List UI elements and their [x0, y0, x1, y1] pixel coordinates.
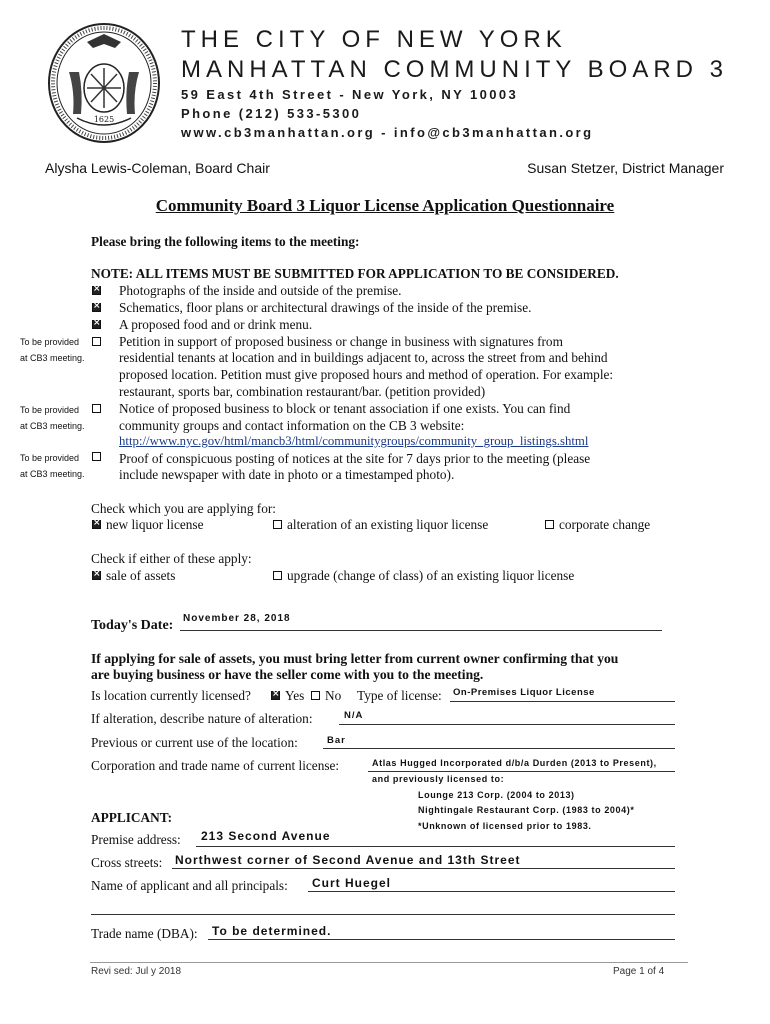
licensed-yes-checkbox[interactable]: [271, 691, 280, 700]
upgrade-label: upgrade (change of class) of an existing liquor license: [287, 568, 575, 583]
licensed-yes-label: Yes: [285, 688, 305, 703]
principals-extra-line[interactable]: [91, 914, 675, 915]
footer-divider: [90, 962, 688, 963]
alteration-nature-field[interactable]: N/A: [344, 710, 364, 721]
form-title: Community Board 3 Liquor License Application Questionnaire: [155, 196, 615, 215]
corporation-line-1[interactable]: Atlas Hugged Incorporated d/b/a Durden (2013 to Present),: [372, 758, 657, 768]
revised-date: Revi sed: Jul y 2018: [91, 966, 182, 977]
license-type-line: [450, 701, 675, 702]
sale-note-1: If applying for sale of assets, you must bring letter from current owner confirming that you: [91, 651, 619, 666]
item-photos: Photographs of the inside and outside of the premise.: [119, 283, 402, 298]
item-schematics-checkbox[interactable]: [92, 303, 101, 312]
side-note-provided: To be provided: [20, 337, 80, 347]
address-line: 59 East 4th Street - New York, NY 10003: [181, 87, 519, 102]
corporation-line: [368, 771, 675, 772]
board-title: MANHATTAN COMMUNITY BOARD 3: [181, 56, 729, 83]
corporation-line-2: and previously licensed to:: [372, 774, 505, 784]
alteration-nature-line: [339, 724, 675, 725]
new-license-label: new liquor license: [106, 517, 204, 532]
licensed-question: Is location currently licensed?: [91, 688, 251, 703]
license-type-label: Type of license:: [357, 688, 442, 703]
date-label: Today's Date:: [91, 618, 174, 633]
district-manager: Susan Stetzer, District Manager: [527, 160, 724, 176]
item-posting-line: include newspaper with date in photo or a timestamped photo).: [119, 467, 455, 482]
board-chair: Alysha Lewis-Coleman, Board Chair: [45, 160, 270, 176]
side-note-meeting: at CB3 meeting.: [20, 421, 85, 431]
new-license-checkbox[interactable]: [92, 520, 101, 529]
side-note-meeting: at CB3 meeting.: [20, 353, 85, 363]
date-line: [180, 630, 662, 631]
item-notice-line: Notice of proposed business to block or tenant association if one exists. You can find: [119, 401, 571, 416]
previous-use-line: [323, 748, 675, 749]
seal-year: 1625: [93, 115, 115, 124]
note: NOTE: ALL ITEMS MUST BE SUBMITTED FOR APPLICATION TO BE CONSIDERED.: [91, 266, 619, 281]
side-note-provided: To be provided: [20, 453, 80, 463]
dba-field[interactable]: To be determined.: [212, 924, 332, 938]
premise-label: Premise address:: [91, 832, 181, 847]
dba-label: Trade name (DBA):: [91, 926, 198, 941]
phone-line: Phone (212) 533-5300: [181, 106, 362, 121]
side-note-provided: To be provided: [20, 405, 80, 415]
item-petition-line: Petition in support of proposed business or change in business with signatures from: [119, 334, 563, 349]
previous-use-label: Previous or current use of the location:: [91, 735, 298, 750]
cross-streets-label: Cross streets:: [91, 855, 163, 870]
item-notice-line: community groups and contact information on the CB 3 website:: [119, 418, 465, 433]
item-petition-line: proposed location. Petition must give proposed hours and method of operation. For example:: [119, 367, 614, 382]
license-type-field[interactable]: On-Premises Liquor License: [453, 687, 595, 698]
licensed-no-label: No: [325, 688, 342, 703]
premise-field[interactable]: 213 Second Avenue: [201, 829, 331, 843]
either-heading: Check if either of these apply:: [91, 551, 252, 566]
item-schematics: Schematics, floor plans or architectural drawings of the inside of the premise.: [119, 300, 532, 315]
item-menu-checkbox[interactable]: [92, 320, 101, 329]
web-line: www.cb3manhattan.org - info@cb3manhattan.org: [181, 125, 594, 140]
city-seal: [47, 22, 161, 144]
item-posting-checkbox[interactable]: [92, 452, 101, 461]
premise-line: [196, 846, 675, 847]
previous-use-field[interactable]: Bar: [327, 735, 346, 746]
side-note-meeting: at CB3 meeting.: [20, 469, 85, 479]
sale-assets-checkbox[interactable]: [92, 571, 101, 580]
item-menu: A proposed food and or drink menu.: [119, 317, 313, 332]
city-title: THE CITY OF NEW YORK: [181, 26, 567, 53]
item-petition-line: restaurant, sports bar, combination restaurant/bar. (petition provided): [119, 384, 486, 399]
sale-note-2: are buying business or have the seller come with you to the meeting.: [91, 667, 484, 682]
licensed-no-checkbox[interactable]: [311, 691, 320, 700]
applicant-name-label: Name of applicant and all principals:: [91, 878, 288, 893]
bring-heading: Please bring the following items to the meeting:: [91, 234, 360, 249]
sale-assets-label: sale of assets: [106, 568, 176, 583]
alteration-checkbox[interactable]: [273, 520, 282, 529]
alteration-label: alteration of an existing liquor license: [287, 517, 489, 532]
corporate-change-checkbox[interactable]: [545, 520, 554, 529]
item-petition-line: residential tenants at location and in buildings adjacent to, across the street from and behind: [119, 350, 608, 365]
corporation-label: Corporation and trade name of current license:: [91, 758, 340, 773]
applicant-name-line: [308, 891, 675, 892]
page-number: Page 1 of 4: [613, 966, 665, 977]
item-petition-checkbox[interactable]: [92, 337, 101, 346]
item-photos-checkbox[interactable]: [92, 286, 101, 295]
alteration-nature-label: If alteration, describe nature of alteration:: [91, 711, 313, 726]
community-groups-link[interactable]: http://www.nyc.gov/html/mancb3/html/communitygroups/community_group_listings.shtml: [119, 434, 589, 448]
item-notice-checkbox[interactable]: [92, 404, 101, 413]
corporation-line-3: Lounge 213 Corp. (2004 to 2013): [418, 790, 575, 800]
date-field[interactable]: November 28, 2018: [183, 613, 291, 624]
cross-streets-line: [172, 868, 675, 869]
applicant-name-field[interactable]: Curt Huegel: [312, 876, 392, 890]
cross-streets-field[interactable]: Northwest corner of Second Avenue and 13th Street: [175, 853, 521, 867]
dba-line: [208, 939, 675, 940]
upgrade-checkbox[interactable]: [273, 571, 282, 580]
applicant-heading: APPLICANT:: [91, 810, 173, 825]
corporation-line-4: Nightingale Restaurant Corp. (1983 to 2004)*: [418, 805, 635, 815]
corporate-change-label: corporate change: [559, 517, 651, 532]
item-posting-line: Proof of conspicuous posting of notices at the site for 7 days prior to the meeting (please: [119, 451, 591, 466]
applying-heading: Check which you are applying for:: [91, 501, 276, 516]
corporation-line-5: *Unknown of licensed prior to 1983.: [418, 821, 592, 831]
